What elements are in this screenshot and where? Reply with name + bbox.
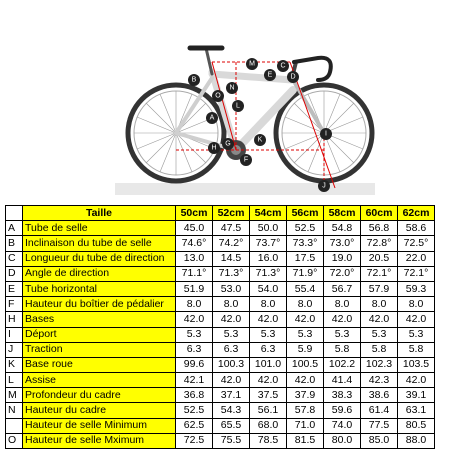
svg-text:N: N (229, 84, 235, 92)
row-value: 41.4 (324, 373, 361, 388)
row-value: 6.3 (250, 342, 287, 357)
row-value: 78.5 (250, 433, 287, 448)
row-label: Assise (23, 373, 176, 388)
table-row (6, 221, 435, 236)
row-label: Hauteur de selle Mximum (23, 433, 176, 448)
header-size-58: 58cm (324, 206, 361, 221)
row-value: 80.0 (324, 433, 361, 448)
row-letter: N (6, 403, 23, 418)
row-value: 81.5 (287, 433, 324, 448)
row-value: 5.9 (287, 342, 324, 357)
row-letter: C (6, 251, 23, 266)
bike-geometry-diagram (0, 0, 474, 205)
row-value: 58.6 (398, 221, 435, 236)
row-label: Tube horizontal (23, 281, 176, 296)
row-value: 8.0 (250, 297, 287, 312)
row-value: 54.8 (324, 221, 361, 236)
row-value: 72.1° (398, 266, 435, 281)
header-size-60: 60cm (361, 206, 398, 221)
svg-text:G: G (225, 140, 231, 148)
row-value: 52.5 (287, 221, 324, 236)
svg-text:B: B (191, 76, 197, 84)
table-row (6, 312, 435, 327)
row-value: 100.5 (287, 357, 324, 372)
row-value: 54.3 (213, 403, 250, 418)
row-value: 42.1 (176, 373, 213, 388)
row-value: 100.3 (213, 357, 250, 372)
row-value: 5.3 (250, 327, 287, 342)
row-label: Tube de selle (23, 221, 176, 236)
row-value: 42.0 (213, 312, 250, 327)
row-value: 59.6 (324, 403, 361, 418)
row-value: 8.0 (176, 297, 213, 312)
row-value: 80.5 (398, 418, 435, 433)
marker-i (320, 128, 332, 140)
table-row (6, 327, 435, 342)
svg-text:I: I (325, 130, 327, 138)
row-letter: F (6, 297, 23, 312)
svg-text:K: K (257, 136, 263, 144)
row-value: 75.5 (213, 433, 250, 448)
svg-text:E: E (267, 71, 273, 79)
row-value: 47.5 (213, 221, 250, 236)
row-value: 56.8 (361, 221, 398, 236)
svg-text:C: C (280, 62, 286, 70)
row-value: 42.0 (287, 373, 324, 388)
row-value: 42.0 (176, 312, 213, 327)
header-size-56: 56cm (287, 206, 324, 221)
row-value: 88.0 (398, 433, 435, 448)
svg-text:O: O (215, 92, 221, 100)
marker-j (318, 180, 330, 192)
row-value: 42.0 (250, 312, 287, 327)
table-row (6, 236, 435, 251)
row-letter: B (6, 236, 23, 251)
row-value: 74.0 (324, 418, 361, 433)
header-letter-cell (6, 206, 23, 221)
row-label: Inclinaison du tube de selle (23, 236, 176, 251)
row-value: 6.3 (176, 342, 213, 357)
row-value: 37.1 (213, 388, 250, 403)
row-value: 57.9 (361, 281, 398, 296)
marker-l (232, 100, 244, 112)
row-letter: M (6, 388, 23, 403)
table-row (6, 388, 435, 403)
row-value: 56.1 (250, 403, 287, 418)
row-value: 22.0 (398, 251, 435, 266)
row-letter: D (6, 266, 23, 281)
row-letter: K (6, 357, 23, 372)
row-label: Bases (23, 312, 176, 327)
row-value: 51.9 (176, 281, 213, 296)
svg-text:F: F (243, 156, 249, 164)
row-value: 99.6 (176, 357, 213, 372)
header-label: Taille (23, 206, 176, 221)
row-value: 71.3° (250, 266, 287, 281)
row-value: 5.3 (287, 327, 324, 342)
row-letter: L (6, 373, 23, 388)
row-value: 59.3 (398, 281, 435, 296)
row-value: 5.8 (324, 342, 361, 357)
marker-c (277, 60, 289, 72)
table-row (6, 403, 435, 418)
table-row (6, 297, 435, 312)
row-value: 5.3 (176, 327, 213, 342)
row-value: 62.5 (176, 418, 213, 433)
marker-f (240, 154, 252, 166)
row-value: 13.0 (176, 251, 213, 266)
row-letter: A (6, 221, 23, 236)
marker-g (222, 138, 234, 150)
marker-o (212, 90, 224, 102)
marker-b (188, 74, 200, 86)
row-label: Longueur du tube de direction (23, 251, 176, 266)
row-value: 72.0° (324, 266, 361, 281)
row-value: 103.5 (398, 357, 435, 372)
row-value: 36.8 (176, 388, 213, 403)
row-label: Déport (23, 327, 176, 342)
row-value: 20.5 (361, 251, 398, 266)
row-letter: O (6, 433, 23, 448)
row-letter: E (6, 281, 23, 296)
svg-text:L: L (236, 102, 240, 110)
row-value: 5.8 (361, 342, 398, 357)
marker-e (264, 69, 276, 81)
row-value: 72.5° (398, 236, 435, 251)
svg-text:D: D (290, 73, 296, 81)
ground-shadow (115, 183, 375, 195)
svg-text:A: A (209, 114, 215, 122)
row-value: 5.3 (324, 327, 361, 342)
row-label: Hauteur de selle Minimum (23, 418, 176, 433)
geometry-table (5, 205, 435, 449)
row-label: Base roue (23, 357, 176, 372)
row-label: Hauteur du cadre (23, 403, 176, 418)
row-value: 5.3 (398, 327, 435, 342)
row-value: 8.0 (213, 297, 250, 312)
row-value: 102.3 (361, 357, 398, 372)
row-value: 42.0 (324, 312, 361, 327)
row-letter: I (6, 327, 23, 342)
row-value: 37.9 (287, 388, 324, 403)
row-value: 71.3° (213, 266, 250, 281)
row-value: 8.0 (361, 297, 398, 312)
row-value: 68.0 (250, 418, 287, 433)
row-value: 77.5 (361, 418, 398, 433)
marker-h (208, 142, 220, 154)
header-size-62: 62cm (398, 206, 435, 221)
row-letter: J (6, 342, 23, 357)
marker-a (206, 112, 218, 124)
row-value: 65.5 (213, 418, 250, 433)
row-value: 52.5 (176, 403, 213, 418)
header-size-50: 50cm (176, 206, 213, 221)
row-value: 38.3 (324, 388, 361, 403)
row-label: Profondeur du cadre (23, 388, 176, 403)
row-value: 72.5 (176, 433, 213, 448)
row-value: 101.0 (250, 357, 287, 372)
header-size-54: 54cm (250, 206, 287, 221)
table-row (6, 433, 435, 448)
table-row (6, 373, 435, 388)
row-value: 14.5 (213, 251, 250, 266)
table-row (6, 266, 435, 281)
svg-text:H: H (211, 144, 217, 152)
marker-d (287, 71, 299, 83)
marker-n (226, 82, 238, 94)
svg-text:J: J (322, 182, 326, 190)
table-row (6, 357, 435, 372)
row-value: 42.0 (398, 373, 435, 388)
row-value: 74.2° (213, 236, 250, 251)
row-value: 73.0° (324, 236, 361, 251)
row-letter (6, 418, 23, 433)
row-value: 50.0 (250, 221, 287, 236)
row-value: 42.0 (361, 312, 398, 327)
row-value: 71.0 (287, 418, 324, 433)
row-value: 54.0 (250, 281, 287, 296)
row-value: 42.0 (250, 373, 287, 388)
row-value: 6.3 (213, 342, 250, 357)
row-value: 74.6° (176, 236, 213, 251)
row-value: 5.3 (213, 327, 250, 342)
table-body (6, 221, 435, 449)
row-value: 5.8 (398, 342, 435, 357)
row-value: 45.0 (176, 221, 213, 236)
row-value: 53.0 (213, 281, 250, 296)
row-value: 71.1° (176, 266, 213, 281)
row-value: 57.8 (287, 403, 324, 418)
table-row (6, 418, 435, 433)
row-value: 72.8° (361, 236, 398, 251)
row-value: 8.0 (398, 297, 435, 312)
marker-k (254, 134, 266, 146)
row-label: Hauteur du boîtier de pédalier (23, 297, 176, 312)
row-value: 73.7° (250, 236, 287, 251)
row-value: 42.0 (287, 312, 324, 327)
row-label: Angle de direction (23, 266, 176, 281)
row-value: 39.1 (398, 388, 435, 403)
row-value: 85.0 (361, 433, 398, 448)
svg-text:M: M (249, 60, 255, 68)
row-value: 8.0 (287, 297, 324, 312)
row-value: 61.4 (361, 403, 398, 418)
row-value: 102.2 (324, 357, 361, 372)
table-row (6, 342, 435, 357)
row-value: 56.7 (324, 281, 361, 296)
marker-m (246, 58, 258, 70)
row-value: 73.3° (287, 236, 324, 251)
row-value: 38.6 (361, 388, 398, 403)
row-value: 19.0 (324, 251, 361, 266)
row-value: 8.0 (324, 297, 361, 312)
row-value: 42.3 (361, 373, 398, 388)
row-value: 42.0 (213, 373, 250, 388)
row-value: 17.5 (287, 251, 324, 266)
row-value: 71.9° (287, 266, 324, 281)
row-label: Traction (23, 342, 176, 357)
row-value: 72.1° (361, 266, 398, 281)
row-value: 5.3 (361, 327, 398, 342)
table-row (6, 251, 435, 266)
row-value: 55.4 (287, 281, 324, 296)
table-header-row (6, 206, 435, 221)
row-letter: H (6, 312, 23, 327)
row-value: 63.1 (398, 403, 435, 418)
header-size-52: 52cm (213, 206, 250, 221)
row-value: 42.0 (398, 312, 435, 327)
row-value: 37.5 (250, 388, 287, 403)
table-row (6, 281, 435, 296)
row-value: 16.0 (250, 251, 287, 266)
